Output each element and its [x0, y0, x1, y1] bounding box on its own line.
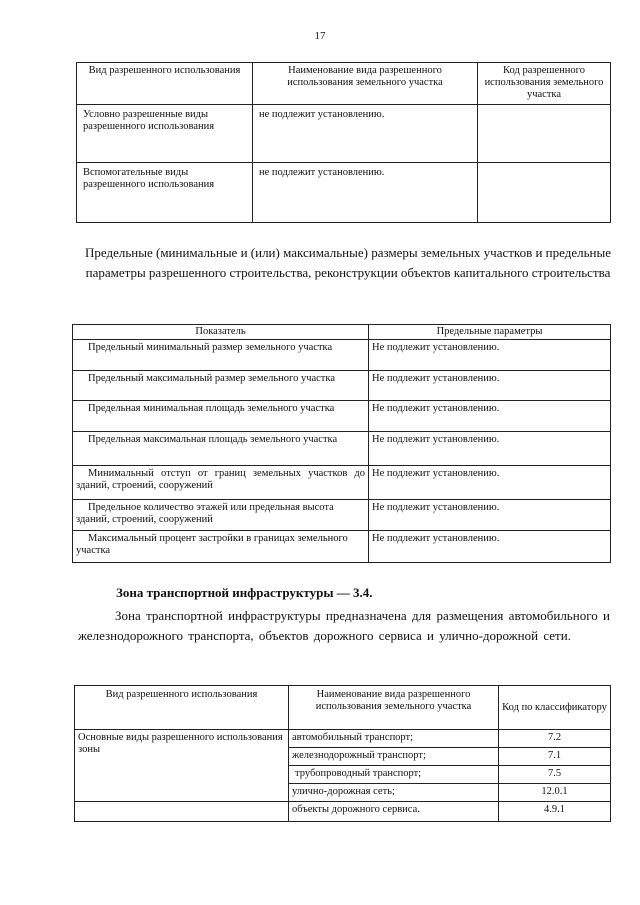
- use-type-cell: Условно разрешенные виды разрешенного использования: [77, 105, 253, 163]
- indicator-cell: Предельный минимальный размер земельного участка: [73, 340, 369, 371]
- indicator-cell: Предельный максимальный размер земельного участка: [73, 371, 369, 401]
- value-cell: Не подлежит установлению.: [369, 432, 611, 466]
- value-cell: Не подлежит установлению.: [369, 401, 611, 432]
- indicator-cell: Предельная максимальная площадь земельного участка: [73, 432, 369, 466]
- table-row: [73, 432, 611, 466]
- header-cell: Код разрешенного использования земельного участка: [478, 63, 611, 105]
- use-name-cell: не подлежит установлению.: [253, 105, 478, 163]
- header-cell: Наименование вида разрешенного использования земельного участка: [289, 686, 499, 730]
- classifier-code-cell: 7.2: [499, 730, 611, 748]
- table-row: [75, 730, 611, 748]
- table-row: [73, 500, 611, 531]
- indicator-cell: Минимальный отступ от границ земельных участков до зданий, строений, сооружений: [73, 466, 369, 500]
- use-code-cell: [478, 105, 611, 163]
- classifier-code-cell: 7.1: [499, 748, 611, 766]
- table-header-row: [73, 325, 611, 340]
- page-number: 17: [314, 30, 326, 42]
- zone-description: Зона транспортной инфраструктуры предназначена для размещения автомобильного и железнодорожного транспорта, объектов дорожного сервиса и улично-дорожной сети.: [78, 608, 610, 643]
- use-name-cell: трубопроводный транспорт;: [289, 766, 499, 784]
- table-header-row: [77, 63, 611, 105]
- zone-uses-table: [74, 685, 611, 822]
- limits-heading: Предельные (минимальные и (или) максимальные) размеры земельных участков и предельные параметры разрешенного строительства, реконструкции объектов капитального строительства: [85, 245, 611, 280]
- value-cell: Не подлежит установлению.: [369, 340, 611, 371]
- header-cell: Код по классификатору: [499, 686, 611, 730]
- use-name-cell: объекты дорожного сервиса.: [289, 802, 499, 822]
- header-cell: Наименование вида разрешенного использования земельного участка: [253, 63, 478, 105]
- use-group-cell: Основные виды разрешенного использования зоны: [75, 730, 289, 802]
- permitted-use-table: [76, 62, 611, 223]
- classifier-code-cell: 7.5: [499, 766, 611, 784]
- header-cell: Вид разрешенного использования: [77, 63, 253, 105]
- header-cell: Показатель: [73, 325, 369, 340]
- table-row: [77, 105, 611, 163]
- limits-table: [72, 324, 611, 563]
- use-type-cell: Вспомогательные виды разрешенного использования: [77, 163, 253, 223]
- empty-cell: [75, 802, 289, 822]
- value-cell: Не подлежит установлению.: [369, 466, 611, 500]
- use-name-cell: улично-дорожная сеть;: [289, 784, 499, 802]
- indicator-cell: Предельная минимальная площадь земельного участка: [73, 401, 369, 432]
- use-name-cell: автомобильный транспорт;: [289, 730, 499, 748]
- table-row: [77, 163, 611, 223]
- value-cell: Не подлежит установлению.: [369, 531, 611, 563]
- table-row: [73, 531, 611, 563]
- use-name-cell: железнодорожный транспорт;: [289, 748, 499, 766]
- table-row: [75, 802, 611, 822]
- zone-title: Зона транспортной инфраструктуры — 3.4.: [116, 585, 373, 600]
- table-row: [73, 371, 611, 401]
- header-cell: Предельные параметры: [369, 325, 611, 340]
- use-name-cell: не подлежит установлению.: [253, 163, 478, 223]
- classifier-code-cell: 12.0.1: [499, 784, 611, 802]
- value-cell: Не подлежит установлению.: [369, 371, 611, 401]
- indicator-cell: Предельное количество этажей или предельная высота зданий, строений, сооружений: [73, 500, 369, 531]
- table-row: [73, 340, 611, 371]
- classifier-code-cell: 4.9.1: [499, 802, 611, 822]
- value-cell: Не подлежит установлению.: [369, 500, 611, 531]
- indicator-cell: Максимальный процент застройки в границах земельного участка: [73, 531, 369, 563]
- header-cell: Вид разрешенного использования: [75, 686, 289, 730]
- use-code-cell: [478, 163, 611, 223]
- table-row: [73, 401, 611, 432]
- table-header-row: [75, 686, 611, 730]
- table-row: [73, 466, 611, 500]
